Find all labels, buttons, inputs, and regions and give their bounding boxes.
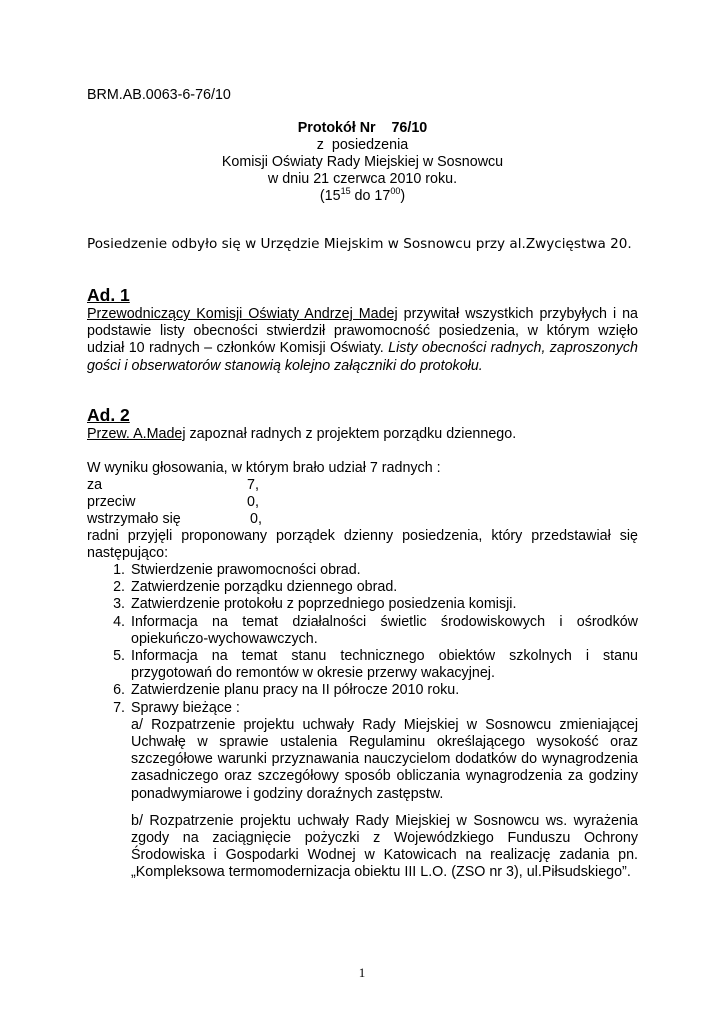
agenda-item (105, 579, 638, 596)
time-end-minutes: 00 (390, 186, 401, 196)
ad2-speaker: Przew. A.Madej (87, 426, 186, 442)
agenda-text: Sprawy bieżące : (131, 699, 240, 716)
document-reference: BRM.AB.0063-6-76/10 (87, 87, 231, 103)
agenda-subitem-b: b/ Rozpatrzenie projektu uchwały Rady Miejskiej w Sosnowcu ws. wyrażenia zgody na zaciągnięcie pożyczki z Wojewódzkiego Funduszu Ochrony Środowiska i Gospodarki Wodnej w Katowicach na realizację zadania pn. „Kompleksowa termomodernizacja obiektu III L.O. (ZSO nr 3), ul.Piłsudskiego”. (131, 812, 638, 881)
vote-label: wstrzymało się (87, 511, 181, 528)
ad2-paragraph (87, 426, 638, 443)
agenda-item (105, 596, 638, 613)
agenda-item (105, 562, 638, 579)
agenda-list (105, 562, 638, 882)
vote-label: za (87, 477, 103, 493)
vote-label: przeciw (87, 494, 136, 511)
vote-results (87, 477, 387, 529)
agenda-number: 2. (113, 579, 125, 596)
agenda-text: Zatwierdzenie planu pracy na II półrocze 2010 roku. (131, 682, 460, 699)
ad1-paragraph (87, 306, 638, 375)
agenda-number: 7. (113, 699, 125, 716)
vote-row-abstain (87, 511, 387, 528)
agenda-subitem-a: a/ Rozpatrzenie projektu uchwały Rady Miejskiej w Sosnowcu zmieniającej Uchwałę w sprawie ustalenia Regulaminu określającego wysokość oraz szczegółowe warunki przyznawania nauczycielom dodatków do wynagrodzenia zasadniczego oraz szczegółowy sposób obliczania wynagrodzenia za godziny ponadwymiarowe i godziny doraźnych zastępstw. (131, 716, 638, 802)
vote-value: 7, (247, 477, 259, 493)
agenda-number: 4. (113, 613, 125, 630)
time-close: ) (400, 188, 406, 204)
header-date: w dniu 21 czerwca 2010 roku. (267, 171, 458, 187)
agenda-number: 6. (113, 682, 125, 699)
agenda-number: 1. (113, 562, 125, 578)
header-line-2: z posiedzenia (316, 137, 409, 153)
agenda-item (105, 648, 638, 682)
agenda-text: Zatwierdzenie protokołu z poprzedniego posiedzenia komisji. (131, 596, 517, 613)
agenda-text: Informacja na temat działalności świetlic środowiskowych i ośrodków opiekuńczo-wychowawczych. (131, 613, 638, 647)
ad1-heading: Ad. 1 (87, 285, 130, 305)
agenda-text: Stwierdzenie prawomocności obrad. (131, 562, 361, 578)
vote-value: 0, (250, 511, 262, 528)
agenda-item (105, 700, 638, 717)
agenda-item (105, 614, 638, 648)
ad1-text: przywitał wszystkich przybyłych i na podstawie listy obecności stwierdził prawomocność posiedzenia, w którym wzięło udział 10 radnych – członków Komisji Oświaty. (87, 306, 638, 357)
time-open: (15 (319, 188, 341, 204)
agenda-number: 3. (113, 596, 125, 613)
page-number: 1 (358, 965, 366, 980)
vote-row-against (87, 494, 387, 511)
vote-intro: W wyniku głosowania, w którym brało udział 7 radnych : (87, 460, 441, 476)
header-time (87, 188, 638, 205)
protocol-header (87, 120, 638, 205)
header-committee: Komisji Oświaty Rady Miejskiej w Sosnowcu (221, 154, 504, 170)
agenda-item (105, 682, 638, 699)
meeting-place: Posiedzenie odbyło się w Urzędzie Miejskim w Sosnowcu przy al.Zwycięstwa 20. (87, 236, 632, 252)
ad2-text: zapoznał radnych z projektem porządku dziennego. (185, 426, 517, 442)
vote-result-text: radni przyjęli proponowany porządek dzienny posiedzenia, który przedstawiał się następująco: (87, 528, 638, 562)
vote-value: 0, (247, 494, 259, 511)
agenda-text: Informacja na temat stanu technicznego obiektów szkolnych i stanu przygotowań do remontów w okresie przerwy wakacyjnej. (131, 648, 638, 682)
protocol-title: Protokół Nr 76/10 (297, 120, 428, 136)
ad1-attachments-note: Listy obecności radnych, zaproszonych gości i obserwatorów stanowią kolejno załączniki do protokołu. (87, 340, 638, 374)
agenda-number: 5. (113, 648, 125, 665)
ad2-heading: Ad. 2 (87, 405, 130, 425)
time-mid: do 17 (350, 188, 391, 204)
agenda-text: Zatwierdzenie porządku dziennego obrad. (131, 579, 398, 596)
vote-row-for (87, 477, 387, 494)
time-start-minutes: 15 (340, 186, 351, 196)
ad1-chair: Przewodniczący Komisji Oświaty Andrzej Madej (87, 306, 398, 322)
